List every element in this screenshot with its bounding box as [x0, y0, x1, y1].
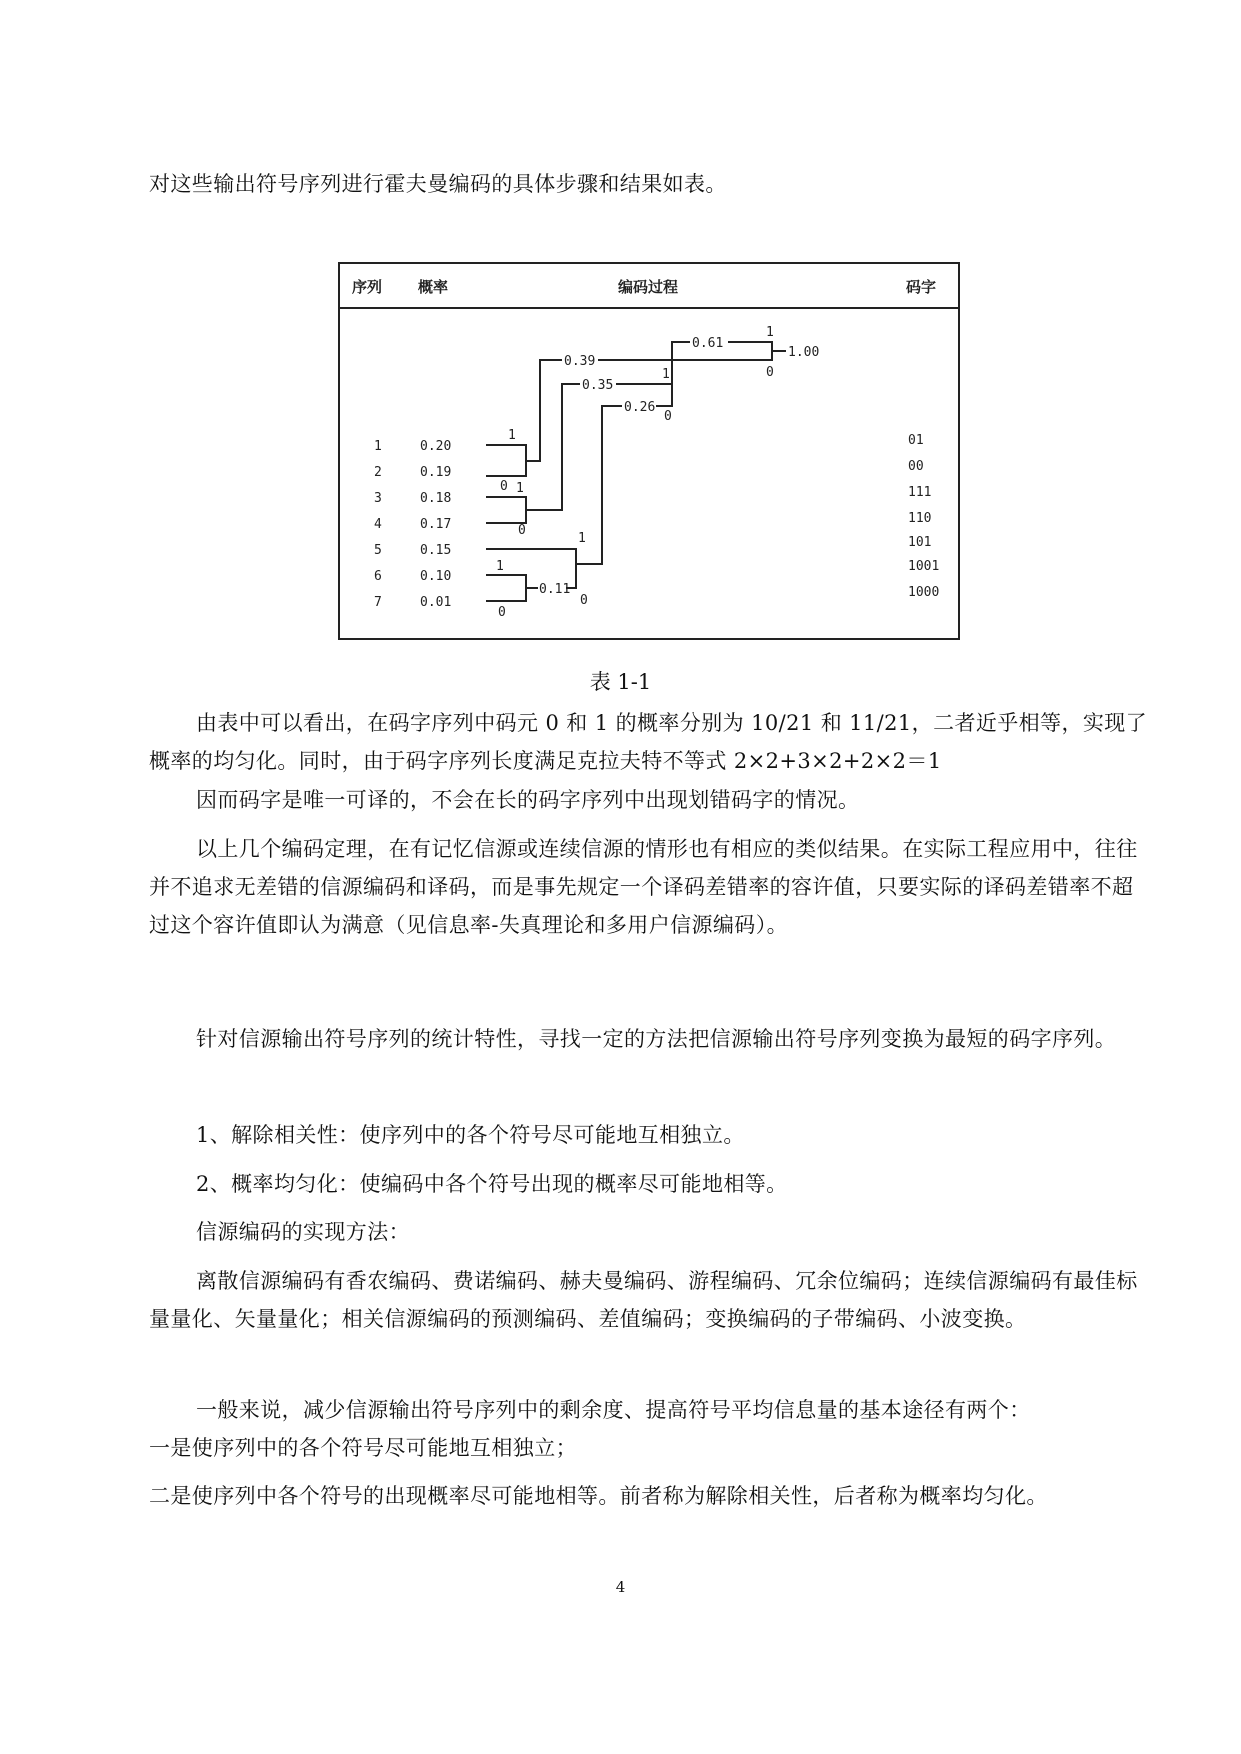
paragraph-4: 针对信源输出符号序列的统计特性，寻找一定的方法把信源输出符号序列变换为最短的码字序列。 [196, 1027, 1117, 1051]
bit-1-d: 1 [578, 531, 586, 546]
branch-061 [672, 342, 690, 395]
bit-1-c: 1 [496, 559, 504, 574]
paragraph-3: 以上几个编码定理，在有记忆信源或连续信源的情形也有相应的类似结果。在实际工程应用中，往往并不追求无差错的信源编码和译码，而是事先规定一个译码差错率的容许值，只要实际的译码差错率不超过这个容许值即认为满意（见信息率-失真理论和多用户信源编码）。 [149, 837, 1138, 937]
label-035: 0.35 [582, 378, 614, 393]
seq-5: 5 [374, 543, 382, 558]
intro-paragraph: 对这些输出符号序列进行霍夫曼编码的具体步骤和结果如表。 [149, 172, 727, 196]
code-2: 00 [908, 459, 924, 474]
bit-1-e: 1 [662, 367, 670, 382]
code-1: 01 [908, 433, 924, 448]
seq-2: 2 [374, 465, 382, 480]
merge-061-039 [598, 342, 772, 360]
prob-4: 0.17 [420, 517, 452, 532]
seq-7: 7 [374, 595, 382, 610]
paragraph-2: 因而码字是唯一可译的，不会在长的码字序列中出现划错码字的情况。 [196, 788, 860, 812]
paragraph-10: 一是使序列中的各个符号尽可能地互相独立； [149, 1436, 577, 1460]
bit-0-d: 0 [580, 593, 588, 608]
huffman-tree-diagram [340, 264, 958, 638]
seq-6: 6 [374, 569, 382, 584]
page-number: 4 [615, 1578, 626, 1596]
paragraph-7: 信源编码的实现方法： [196, 1220, 410, 1244]
code-4: 110 [908, 511, 932, 526]
paragraph-6: 2、概率均匀化：使编码中各个符号出现的概率尽可能地相等。 [196, 1172, 788, 1196]
paragraph-9: 一般来说，减少信源输出符号序列中的剩余度、提高符号平均信息量的基本途径有两个： [196, 1398, 1031, 1422]
prob-6: 0.10 [420, 569, 452, 584]
huffman-coding-table [338, 262, 960, 640]
prob-2: 0.19 [420, 465, 452, 480]
code-5: 101 [908, 535, 932, 550]
merge-1-2 [486, 445, 526, 476]
label-061: 0.61 [692, 336, 724, 351]
prob-3: 0.18 [420, 491, 452, 506]
branch-035 [526, 384, 580, 510]
paragraph-1: 由表中可以看出，在码字序列中码元 0 和 1 的概率分别为 10/21 和 11/21，二者近乎相等，实现了概率的均匀化。同时，由于码字序列长度满足克拉夫特不等式 2×2+3×2+2×2＝1 [149, 711, 1148, 773]
code-3: 111 [908, 485, 932, 500]
bit-0-b: 0 [518, 523, 526, 538]
label-026: 0.26 [624, 400, 656, 415]
header-process: 编码过程 [618, 278, 679, 296]
bit-0-c: 0 [498, 605, 506, 620]
prob-5: 0.15 [420, 543, 452, 558]
bit-0-e: 0 [664, 409, 672, 424]
label-011: 0.11 [539, 582, 571, 597]
paragraph-8: 离散信源编码有香农编码、费诺编码、赫夫曼编码、游程编码、冗余位编码；连续信源编码有最佳标量量化、矢量量化；相关信源编码的预测编码、差值编码；变换编码的子带编码、小波变换。 [149, 1269, 1138, 1331]
code-7: 1000 [908, 585, 940, 600]
seq-3: 3 [374, 491, 382, 506]
merge-3-4 [486, 497, 526, 523]
seq-1: 1 [374, 439, 382, 454]
prob-1: 0.20 [420, 439, 452, 454]
table-caption: 表 1-1 [589, 670, 652, 694]
bit-0-f: 0 [766, 365, 774, 380]
branch-039 [526, 360, 562, 461]
code-6: 1001 [908, 559, 940, 574]
label-100: 1.00 [788, 345, 820, 360]
header-prob: 概率 [418, 278, 449, 296]
paragraph-5: 1、解除相关性：使序列中的各个符号尽可能地互相独立。 [196, 1123, 745, 1147]
header-seq: 序列 [352, 278, 383, 296]
label-039: 0.39 [564, 354, 596, 369]
paragraph-11: 二是使序列中各个符号的出现概率尽可能地相等。前者称为解除相关性，后者称为概率均匀化。 [149, 1484, 1048, 1508]
bit-1-a: 1 [508, 428, 516, 443]
prob-7: 0.01 [420, 595, 452, 610]
merge-6-7 [486, 575, 526, 601]
bit-1-f: 1 [766, 325, 774, 340]
bit-1-b: 1 [516, 481, 524, 496]
seq-4: 4 [374, 517, 382, 532]
bit-0-a: 0 [500, 479, 508, 494]
header-code: 码字 [906, 278, 937, 296]
